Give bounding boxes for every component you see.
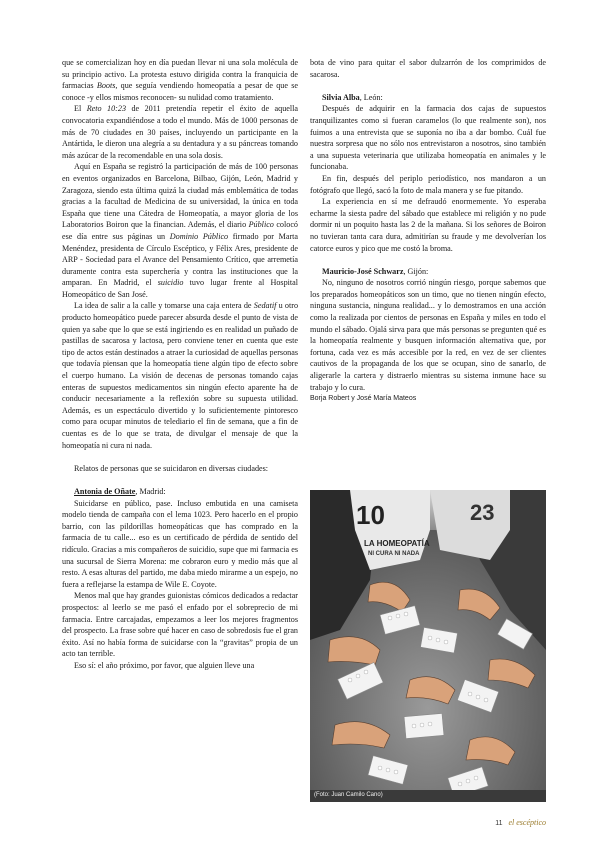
- paragraph: Aquí en España se registró la participación de más de 100 personas en eventos organizados en Barcelona, Bilbao, Gijón, León, Madrid y Zaragoza, siendo esta última quizá la ciudad más emblemática de todas gracias a la facultad de Medicina de su universidad, la única en toda España que tiene una Cátedra de Homeopatía, a mayor gloria de los Laboratorios Boiron que la financian. Además, el diario Público colocó ese día entre sus páginas un Dominio Público firmado por Marta Menéndez, presidenta de Círculo Escéptico, y Félix Ares, presidente de ARP - Sociedad para el Avance del Pensamiento Crítico, que arremetía duramente contra esta superchería y contra las instituciones que la amparan. En Madrid, el suicidio tuvo lugar frente al Hospital Homeopático de San José.: [62, 162, 299, 299]
- photo-illustration: [310, 490, 546, 802]
- right-column: [310, 57, 546, 405]
- byline-antonia: Antonia de Oñate, Madrid:: [74, 486, 166, 496]
- paragraph: Eso sí: el año próximo, por favor, que alguien lleve una: [74, 660, 255, 670]
- paragraph: Después de adquirir en la farmacia dos cajas de supuestos tranquilizantes como si fueran caramelos (lo que realmente son), nos fuimos a una entrevista que se suponía no iba a dar bombo. Cuál fue nuestra sorpresa que no sólo nos entrevistaron a nosotros, sino también a una supuesta veterinaria que utilizaba homeopatía en animales y le funcionaba.: [310, 104, 546, 172]
- byline-silvia: Silvia Alba, León:: [322, 92, 383, 102]
- section-intro: Relatos de personas que se suicidaron en diversas ciudades:: [74, 463, 269, 473]
- photo-caption: (Foto: Juan Camilo Cano): [314, 792, 383, 798]
- page-number: 11: [495, 820, 503, 827]
- shirt-slogan: LA HOMEOPATÍA: [364, 539, 430, 548]
- left-column: [62, 57, 298, 671]
- shirt-number-right: 23: [470, 500, 495, 525]
- magazine-name: el escéptico: [508, 818, 546, 827]
- paragraph: Suicidarse en público, pase. Incluso embutida en una camiseta modelo tienda de campaña con el lema 1023. Pero hacerlo en el propio barrio, con las pildorillas homeopáticas que has comprado en la farmacia de tu calle... eso es un certificado de pérdida de sentido del ridículo. Gracias a mis compañeros de suicidio, supe que mi farmacia es una sucursal de Sierra Morena: me cobraron euro y medio más que al resto. A esas alturas del partido, me daba miedo mirarme a un espejo, no fuera a reflejarse la estampa de Wile E. Coyote.: [62, 498, 298, 589]
- shirt-slogan-2: NI CURA NI NADA: [368, 551, 420, 557]
- shirt-number-left: 10: [356, 500, 385, 530]
- byline-mauricio: Mauricio-José Schwarz, Gijón:: [322, 266, 429, 276]
- protest-photo: [310, 490, 546, 802]
- paragraph: que se comercializan hoy en día puedan llevar ni una sola molécula de su principio activo. La protesta estuvo dirigida contra la franquicia de farmacias Boots, que seguía vendiendo homeopatía a pesar de que se conoce -y ellos mismos reconocen- su nulidad como tratamiento.: [62, 58, 299, 102]
- paragraph: bota de vino para quitar el sabor dulzarrón de los comprimidos de sacarosa.: [310, 58, 546, 79]
- paragraph: En fin, después del periplo periodístico, nos mandaron a un fotógrafo que llegó, sacó la foto de mala manera y se fue pitando.: [310, 173, 546, 195]
- paragraph: No, ninguno de nosotros corrió ningún riesgo, porque sabemos que los preparados homeopáticos son un timo, que no tienen ningún efecto, ninguna sustancia, ninguna realidad... y lo demostramos en una acción como la realizada por cientos de personas en España y miles en todo el mundo el sábado. Ojalá sirva para que más personas se pregunten qué es la homeopatía realmente y busquen información alternativa que, por fortuna, cada vez es más accesible por la red, en vez de ser clientes cautivos de la propaganda de los que se ocupan, sino de sanarlo, de aligerarle la cartera y distraerlo mientras su sistema inmune hace su trabajo y lo cura.: [310, 278, 546, 392]
- page-footer: [495, 818, 546, 827]
- paragraph: La idea de salir a la calle y tomarse una caja entera de Sedatif u otro producto homeopático puede parecer absurda desde el punto de vista de quien ya sabe que lo que se está ingiriendo es en realidad un puñado de pastillas de sacarosa y lactosa, pero conviene tener en cuenta que este tipo de actos están destinados a atraer la curiosidad de aquellas personas que todavía piensan que la homeopatía tiene algún tipo de efecto sobre el cuerpo humano. La visión de decenas de personas tomando cajas enteras de supuestos medicamentos sin ningún efecto aparente ha de conducir necesariamente a la reflexión sobre su supuesta utilidad. Además, es un espectáculo divertido y lo suficientemente pintoresco como para ocupar minutos de telediario el fin de semana, que a fin de cuentas es de lo que se trata, de divulgar el mensaje de que la homeopatía ni cura ni nada.: [62, 301, 299, 450]
- paragraph: El Reto 10:23 de 2011 pretendía repetir el éxito de aquella convocatoria expandiéndose a todo el mundo. Más de 1000 personas de más de 70 ciudades en 30 países, incluyendo un participante en la Antártida, le dieron una alegría a su dentadura y a su páncreas tomando más azúcar de la recomendable en una sola dosis.: [62, 104, 298, 160]
- paragraph: Menos mal que hay grandes guionistas cómicos dedicados a redactar prospectos: al leerlo se me pasó el enfado por el sobreprecio de mi farmacia. Entre carcajadas, empezamos a leer los mejores fragmentos del prospecto. La frase sobre qué hacer en caso de sobredosis fue el gran éxito. Así no había forma de suicidarse con la “gravitas” propia de un acto tan terrible.: [62, 591, 298, 659]
- author-credit: Borja Robert y José María Mateos: [310, 395, 417, 403]
- paragraph: La experiencia en sí me defraudó enormemente. Yo esperaba echarme la siesta padre del sábado que establece mi religión y no pude dormir ni un poquito hasta las 2 de la mañana. Si los señores de Boiron no tuvieran tanta cara dura, admitirían su fraude y me devolverían los catorce euros y pico que me costó la broma.: [310, 197, 546, 253]
